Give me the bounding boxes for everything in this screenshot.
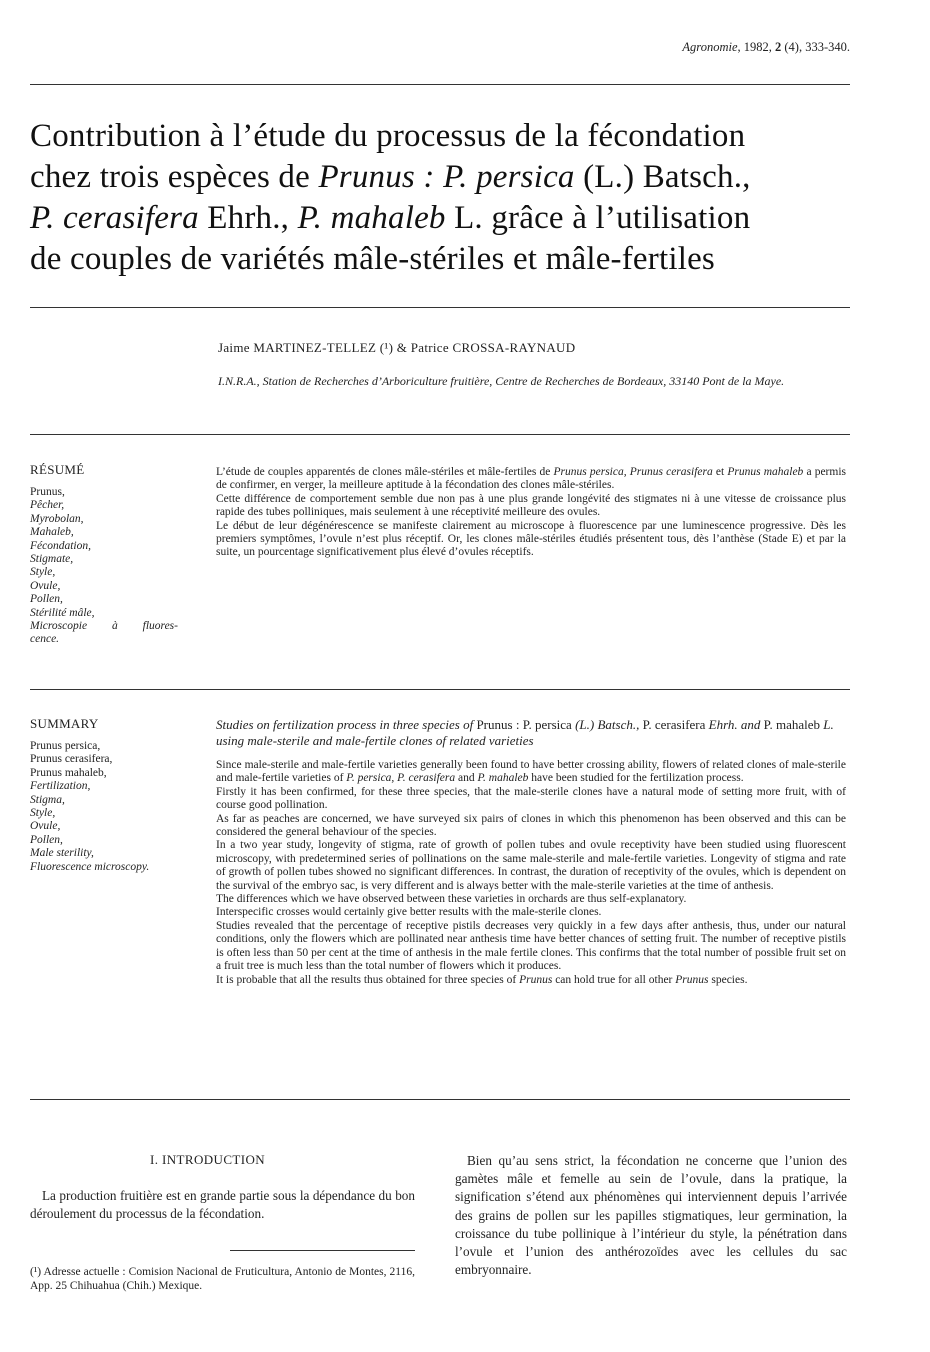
- intro-paragraph-right: Bien qu’au sens strict, la fécondation ne concerne que l’union des gamètes mâle et femelle au sein de l’ovule, dans la pratique, la signification s’étend aux phénomènes qui interviennent depuis l’arrivée des grains de pollen sur les papilles stigmatiques, leur germination, la croissance du tube pollinique à l’intérieur du style, la pénétration dans l’ovule et l’union des anthérozoïdes avec les cellules du sac embryonnaire.: [455, 1153, 847, 1278]
- footnote: (¹) Adresse actuelle : Comision Nacional de Fruticultura, Antonio de Montes, 2116, App. 25 Chihuahua (Chih.) Mexique.: [30, 1266, 415, 1292]
- authors-rule: [30, 434, 850, 435]
- keyword: Style,: [30, 566, 56, 579]
- keyword: Fertilization,: [30, 780, 91, 793]
- author-list: Jaime MARTINEZ-TELLEZ (¹) & Patrice CROSSA-RAYNAUD: [218, 340, 576, 355]
- title-rule: [30, 307, 850, 308]
- resume-abstract: [216, 466, 846, 560]
- journal-volume: 2: [775, 40, 782, 54]
- summary-paragraph-6: Interspecific crosses would certainly give better results with the male-sterile clones.: [216, 906, 602, 919]
- summary-paragraph-2: Firstly it has been confirmed, for these three species, that the male-sterile clones have a natural mode of setting more fruit, with of course good pollination.: [216, 785, 846, 812]
- keyword: Prunus persica,: [30, 740, 101, 752]
- summary-paragraph-7: Studies revealed that the percentage of receptive pistils decreases very quickly in a few days after anthesis, thus, under our natural conditions, only the flowers which are pollinated near anthesis time have better chances of setting fruit. The number of receptive pistils is often less than 50 per cent at the time of anthesis in the male fertile clones. This confirms that the total number of possible fruit set on a fruit tree is much less than the total number of flowers which it produces.: [216, 919, 846, 973]
- header-rule: [30, 84, 850, 85]
- keyword-last: Microscopie à fluores-: [30, 620, 178, 633]
- keyword: Fécondation,: [30, 539, 91, 552]
- summary-title: Studies on fertilization process in three species of Prunus : P. persica (L.) Batsch., P. cerasifera Ehrh. and P. mahaleb L. using male-sterile and male-fertile clones of related varieties: [216, 717, 834, 748]
- summary-rule: [30, 1099, 850, 1100]
- keyword-last-cont: cence.: [30, 633, 60, 646]
- article-title: [30, 116, 870, 280]
- resume-keywords: [30, 486, 180, 647]
- title-line-4: de couples de variétés mâle-stériles et mâle-fertiles: [30, 241, 715, 277]
- journal-issue-pages: (4), 333-340.: [781, 40, 850, 54]
- footnote-rule: [230, 1250, 415, 1251]
- resume-heading: RÉSUMÉ: [30, 462, 85, 477]
- title-line-1: Contribution à l’étude du processus de la fécondation: [30, 118, 746, 154]
- introduction-heading: I. INTRODUCTION: [150, 1152, 266, 1167]
- journal-name: Agronomie: [682, 40, 738, 54]
- keyword: Prunus mahaleb,: [30, 766, 107, 779]
- keyword: Male sterility,: [30, 847, 94, 860]
- summary-heading: SUMMARY: [30, 716, 99, 731]
- keyword: Prunus cerasifera,: [30, 753, 113, 766]
- resume-rule: [30, 689, 850, 690]
- keyword: Stigmate,: [30, 553, 74, 566]
- journal-citation: [682, 40, 850, 55]
- intro-right-column: [455, 1152, 847, 1279]
- summary-paragraph-1: Since male-sterile and male-fertile varieties generally been found to have better crossing ability, flowers of related clones of male-sterile and male-fertile varieties of P. persica, P. cerasifera and P. mahaleb have been studied for the fertilization process.: [216, 759, 846, 785]
- summary-paragraph-3: As far as peaches are concerned, we have surveyed six pairs of clones in which this phenomenon has been observed and this can be considered the general behaviour of the species.: [216, 812, 846, 839]
- title-line-3: P. cerasifera Ehrh., P. mahaleb L. grâce à l’utilisation: [30, 200, 751, 236]
- keyword: Fluorescence microscopy.: [30, 860, 150, 873]
- keyword: Ovule,: [30, 579, 61, 592]
- summary-abstract: [216, 759, 846, 987]
- keyword: Pollen,: [30, 833, 63, 846]
- keyword: Style,: [30, 807, 56, 820]
- resume-paragraph-2: Cette différence de comportement semble due non pas à une plus grande longévité des stigmates ni à une vitesse de croissance plus rapide des tubes polliniques, mais seulement à une réceptivité meilleure des ovules.: [216, 492, 846, 519]
- keyword: Pêcher,: [30, 499, 65, 512]
- keyword: Stigma,: [30, 793, 65, 806]
- intro-left-column: [30, 1187, 415, 1223]
- keyword: Prunus,: [30, 486, 65, 498]
- summary-keywords: [30, 740, 180, 874]
- summary-paragraph-4: In a two year study, longevity of stigma, rate of growth of pollen tubes and ovule receptivity have been studied using fluorescent microscopy, with predetermined series of pollinations on the same male-sterile and male-fertile varieties. Longevity of stigma and rate of growth of pollen tubes showed no significant differences. In contrast, the duration of receptivity of the ovules, which is dependent on the survival of the embryo sac, is very different and is always better with the male-sterile varieties at the time of anthesis.: [216, 839, 846, 892]
- summary-paragraph-5: The differences which we have observed between these varieties in orchards are thus self-explanatory.: [216, 893, 687, 906]
- resume-paragraph-3: Le début de leur dégénérescence se manifeste clairement au microscope à fluorescence par une luminescence progressive. Dès les premiers symptômes, l’ovule n’est plus réceptif. Or, les clones mâle-stériles étudiés présentent tous, dès l’anthèse (Stade E) et par la suite, un pourcentage significativement plus élevé d’ovules réceptifs.: [216, 519, 846, 559]
- keyword: Myrobolan,: [30, 512, 84, 525]
- intro-paragraph-left: La production fruitière est en grande partie sous la dépendance du bon déroulement du processus de la fécondation.: [30, 1188, 415, 1222]
- keyword: Ovule,: [30, 820, 61, 833]
- summary-paragraph-8: It is probable that all the results thus obtained for three species of Prunus can hold true for all other Prunus species.: [216, 973, 748, 986]
- title-line-2: chez trois espèces de Prunus : P. persica (L.) Batsch.,: [30, 159, 751, 195]
- keyword: Stérilité mâle,: [30, 606, 95, 619]
- affiliation: I.N.R.A., Station de Recherches d’Arboriculture fruitière, Centre de Recherches de Bordeaux, 33140 Pont de la Maye.: [218, 374, 785, 388]
- keyword: Pollen,: [30, 593, 63, 606]
- journal-year: , 1982,: [737, 40, 775, 54]
- resume-paragraph-1: L’étude de couples apparentés de clones mâle-stériles et mâle-fertiles de Prunus persica, Prunus cerasifera et Prunus mahaleb a permis de confirmer, en verger, la meilleure aptitude à la fécondation des clones mâle-stériles.: [216, 466, 846, 492]
- keyword: Mahaleb,: [30, 526, 74, 539]
